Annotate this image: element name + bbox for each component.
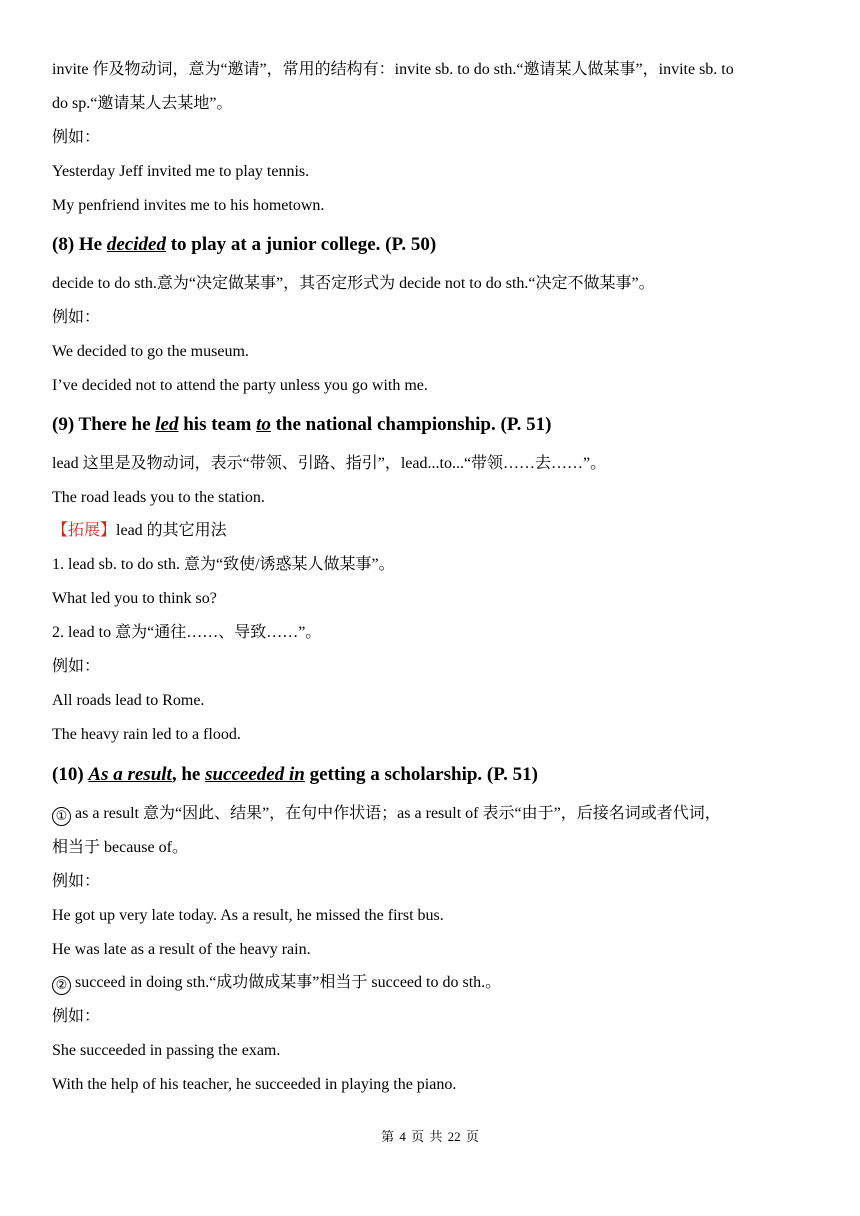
usage-item-1: 1. lead sb. to do sth. 意为“致使/诱惑某人做某事”。	[52, 556, 395, 573]
key-phrase-as-a-result: As a result	[88, 764, 172, 785]
example-sentence: My penfriend invites me to his hometown.	[52, 197, 325, 214]
example-sentence: What led you to think so?	[52, 590, 217, 607]
example-label: 例如：	[52, 873, 101, 890]
circled-number-1: ①	[52, 807, 71, 826]
example-sentence: With the help of his teacher, he succeeded in playing the piano.	[52, 1076, 457, 1093]
example-sentence: The road leads you to the station.	[52, 489, 265, 506]
as-a-result-explanation-line-1: ① as a result 意为“因此、结果”，在句中作状语；as a result of 表示“由于”，后接名词或者代词，	[52, 804, 721, 826]
lead-explanation: lead 这里是及物动词，表示“带领、引路、指引”，lead...to...“带领……去……”。	[52, 455, 607, 472]
example-label: 例如：	[52, 658, 101, 675]
as-a-result-explanation-line-2: 相当于 because of。	[52, 839, 188, 856]
decide-explanation: decide to do sth.意为“决定做某事”，其否定形式为 decide not to do sth.“决定不做某事”。	[52, 275, 655, 292]
usage-item-2: 2. lead to 意为“通往……、导致……”。	[52, 624, 322, 641]
invite-explanation-line-1: invite 作及物动词，意为“邀请”，常用的结构有：invite sb. to do sth.“邀请某人做某事”，invite sb. to	[52, 61, 734, 78]
section-heading-9: (9) There he led his team to the national championship. (P. 51)	[52, 414, 552, 435]
key-word-led: led	[155, 414, 179, 435]
example-label: 例如：	[52, 1008, 101, 1025]
example-sentence: She succeeded in passing the exam.	[52, 1042, 281, 1059]
example-sentence: Yesterday Jeff invited me to play tennis.	[52, 163, 310, 180]
circled-number-2: ②	[52, 976, 71, 995]
example-sentence: He got up very late today. As a result, he missed the first bus.	[52, 907, 444, 924]
section-heading-10: (10) As a result, he succeeded in getting a scholarship. (P. 51)	[52, 764, 538, 785]
example-sentence: I’ve decided not to attend the party unless you go with me.	[52, 377, 428, 394]
example-sentence: All roads lead to Rome.	[52, 692, 205, 709]
invite-explanation-line-2: do sp.“邀请某人去某地”。	[52, 95, 233, 112]
extension-note: 【拓展】lead 的其它用法	[52, 522, 227, 539]
page-footer: 第 4 页 共 22 页	[381, 1129, 479, 1144]
key-word-decided: decided	[106, 234, 166, 255]
key-phrase-succeeded-in: succeeded in	[205, 764, 305, 785]
section-heading-8: (8) He decided to play at a junior college. (P. 50)	[52, 234, 437, 255]
succeed-in-explanation: ② succeed in doing sth.“成功做成某事”相当于 succeed to do sth.。	[52, 973, 501, 995]
example-label: 例如：	[52, 309, 101, 326]
example-sentence: We decided to go the museum.	[52, 343, 249, 360]
key-word-to: to	[256, 414, 271, 435]
extension-tag: 【拓展】	[52, 522, 117, 539]
example-sentence: He was late as a result of the heavy rain.	[52, 941, 311, 958]
example-label: 例如：	[52, 129, 101, 146]
example-sentence: The heavy rain led to a flood.	[52, 726, 241, 743]
